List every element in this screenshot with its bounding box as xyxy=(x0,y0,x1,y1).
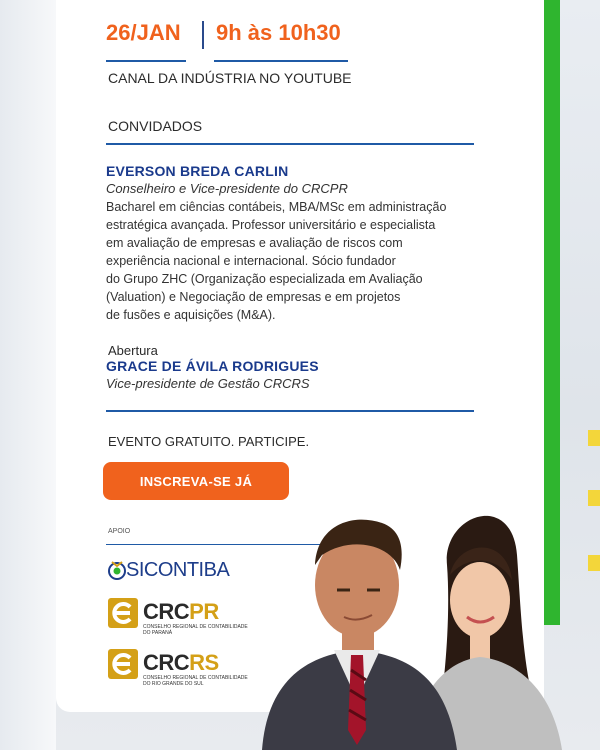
bio-line: de fusões e aquisições (M&A). xyxy=(106,308,276,322)
bio-line: experiência nacional e internacional. Sócio fundador xyxy=(106,254,396,268)
event-channel: CANAL DA INDÚSTRIA NO YOUTUBE xyxy=(108,70,352,86)
bio-line: em avaliação de empresas e avaliação de riscos com xyxy=(106,236,403,250)
speaker-photo-man xyxy=(262,520,457,750)
background-pillar-left xyxy=(0,0,56,750)
register-button[interactable]: INSCREVA-SE JÁ xyxy=(103,462,289,500)
sicontiba-wordmark: SICONTIBA xyxy=(126,559,230,581)
guests-heading: CONVIDADOS xyxy=(108,118,203,134)
speakers-photo xyxy=(262,495,600,750)
crcrs-subtitle: CONSELHO REGIONAL DE CONTABILIDADE DO RIO GRANDE DO SUL xyxy=(143,675,248,687)
crcpr-wordmark: CRCPR xyxy=(143,599,219,624)
guest-label: Abertura xyxy=(108,343,158,358)
cta-text: EVENTO GRATUITO. PARTICIPE. xyxy=(108,434,310,449)
event-time: 9h às 10h30 xyxy=(216,20,341,45)
background-stripe-yellow xyxy=(588,430,600,446)
divider xyxy=(106,143,474,145)
time-underline xyxy=(214,60,348,62)
crc-emblem-icon xyxy=(108,649,138,679)
guest-name: EVERSON BREDA CARLIN xyxy=(106,163,289,179)
crcrs-wordmark: CRCRS xyxy=(143,650,219,675)
guest-role: Conselheiro e Vice-presidente do CRCPR xyxy=(106,181,348,196)
event-datetime xyxy=(106,20,348,50)
bio-line: (Valuation) e Negociação de empresas e em projetos xyxy=(106,290,401,304)
event-date: 26/JAN xyxy=(106,20,181,45)
date-separator xyxy=(202,21,204,49)
sicontiba-emblem-icon xyxy=(108,559,126,581)
guest-role: Vice-presidente de Gestão CRCRS xyxy=(106,376,310,391)
bio-line: Bacharel em ciências contábeis, MBA/MSc em administração xyxy=(106,200,447,214)
bio-line: do Grupo ZHC (Organização especializada em Avaliação xyxy=(106,272,423,286)
crcpr-subtitle: CONSELHO REGIONAL DE CONTABILIDADE DO PARANÁ xyxy=(143,624,248,636)
divider xyxy=(106,410,474,412)
bio-line: estratégica avançada. Professor universitário e especialista xyxy=(106,218,436,232)
date-underline xyxy=(106,60,186,62)
guest-name: GRACE DE ÁVILA RODRIGUES xyxy=(106,358,319,374)
crc-emblem-icon xyxy=(108,598,138,628)
sponsors-label: APOIO xyxy=(108,528,131,535)
